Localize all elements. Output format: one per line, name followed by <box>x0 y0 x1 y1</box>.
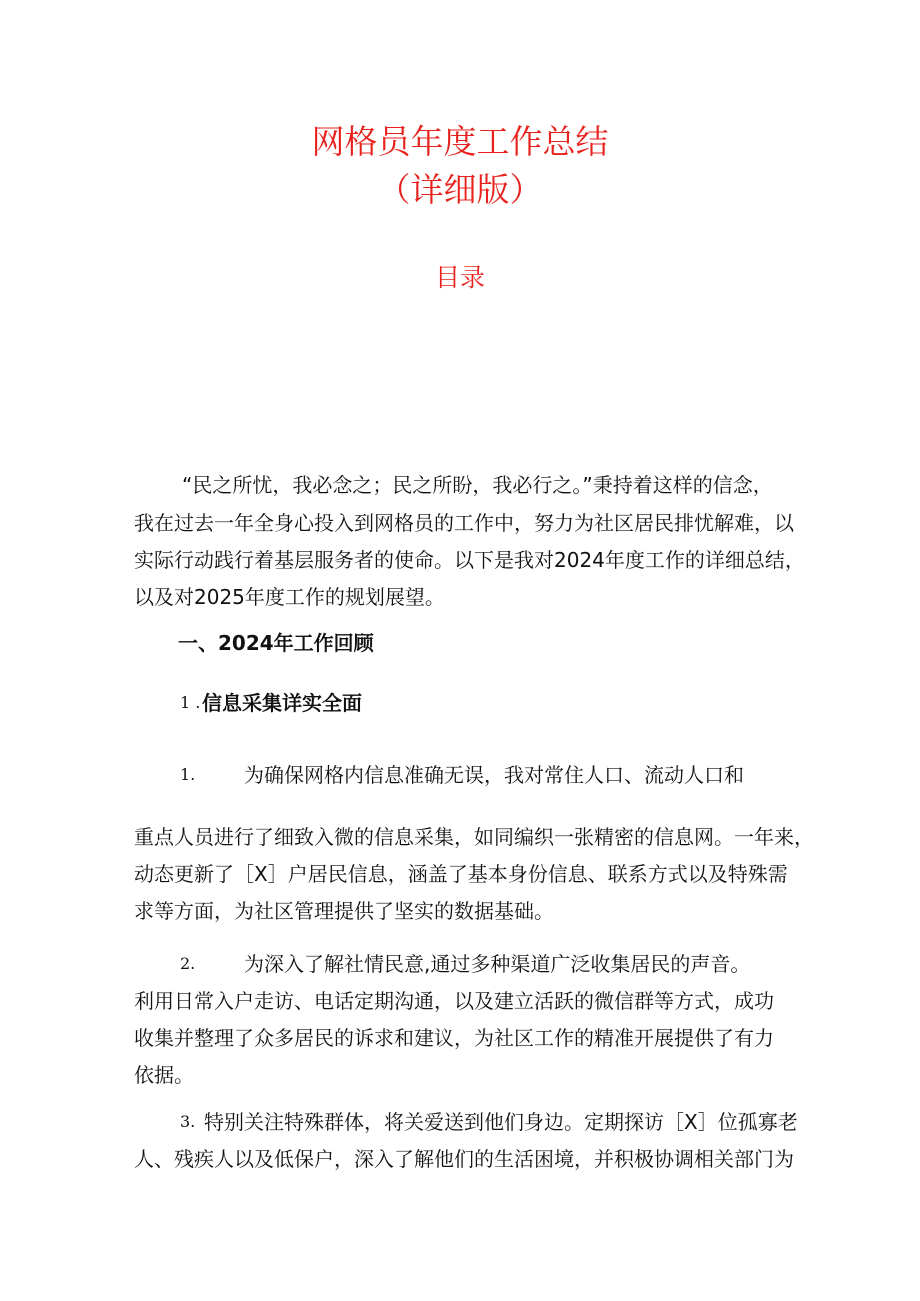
item-3-first-line: 特别关注特殊群体，将关爱送到他们身边。定期探访［X］位孤寡老 <box>204 1110 798 1134</box>
intro-line-2: 我在过去一年全身心投入到网格员的工作中，努力为社区居民排忧解难，以 <box>134 511 794 535</box>
item-2-line: 依据。 <box>134 1063 194 1087</box>
item-2-first-line: 为深入了解社情民意,通过多种渠道广泛收集居民的声音。 <box>244 952 751 976</box>
toc-heading: 目录 <box>434 263 485 292</box>
subsection-number: 1 . <box>180 693 201 712</box>
item-1-first-line: 为确保网格内信息准确无误，我对常住人口、流动人口和 <box>244 763 744 787</box>
item-1-number: 1. <box>180 765 196 784</box>
item-3-line: 人、残疾人以及低保户，深入了解他们的生活困境，并积极协调相关部门为 <box>134 1147 794 1171</box>
intro-line-4: 以及对2025年度工作的规划展望。 <box>134 585 445 609</box>
subsection-title: 信息采集详实全面 <box>202 691 362 715</box>
item-1-line: 动态更新了［X］户居民信息，涵盖了基本身份信息、联系方式以及特殊需 <box>134 862 788 886</box>
document-title: 网格员年度工作总结 <box>311 122 609 161</box>
item-3-number: 3. <box>180 1112 196 1131</box>
item-1-line: 求等方面，为社区管理提供了坚实的数据基础。 <box>134 899 554 923</box>
item-2-line: 收集并整理了众多居民的诉求和建议，为社区工作的精准开展提供了有力 <box>134 1026 774 1050</box>
intro-line-1: “民之所忧，我必念之；民之所盼，我必行之。”秉持着这样的信念， <box>182 473 773 497</box>
item-2-line: 利用日常入户走访、电话定期沟通，以及建立活跃的微信群等方式，成功 <box>134 989 774 1013</box>
item-2-number: 2. <box>180 954 196 973</box>
document-subtitle: （详细版） <box>377 170 543 209</box>
intro-line-3: 实际行动践行着基层服务者的使命。以下是我对2024年度工作的详细总结， <box>134 548 805 572</box>
item-1-line: 重点人员进行了细致入微的信息采集，如同编织一张精密的信息网。一年来， <box>134 825 814 849</box>
section-heading: 一、2024年工作回顾 <box>178 631 374 655</box>
